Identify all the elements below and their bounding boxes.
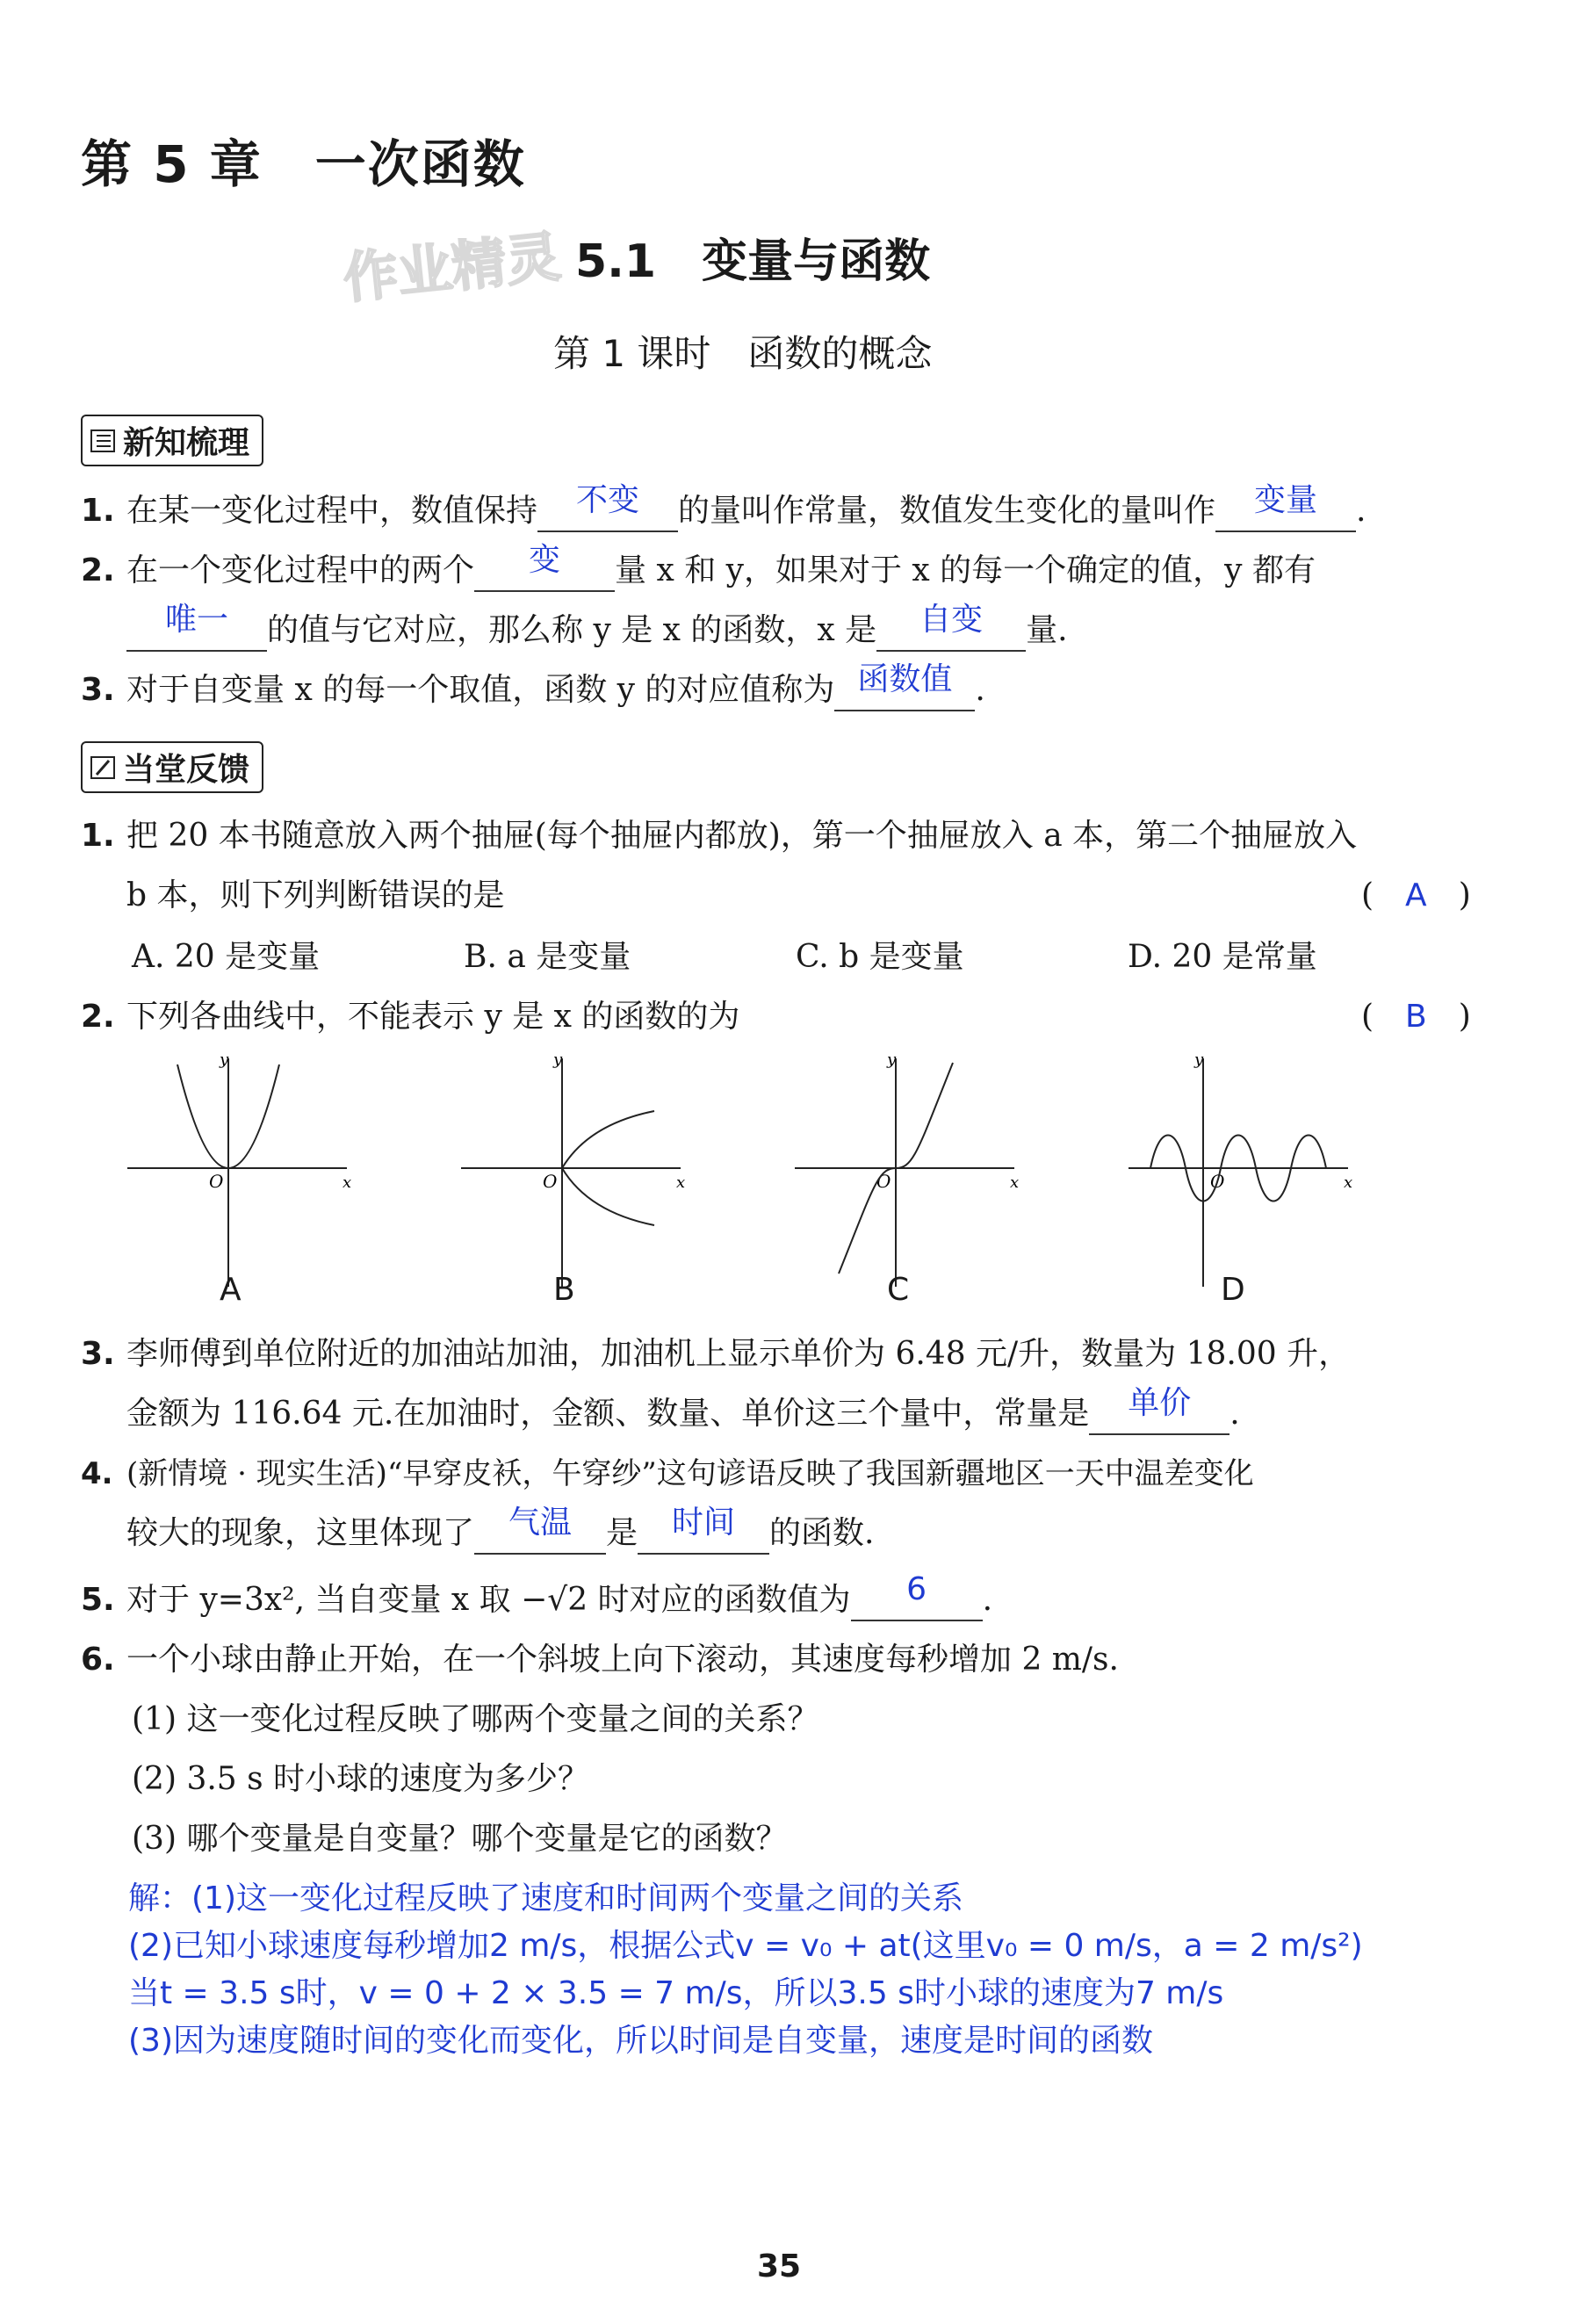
lesson-title: 第 1 课时 函数的概念 [553, 332, 933, 375]
blank: 唯一 [126, 611, 267, 652]
svg-text:x: x [343, 1173, 352, 1192]
graph-d-label: D [1221, 1272, 1245, 1308]
blank: 单价 [1089, 1395, 1229, 1435]
p1-q1: 1. 在某一变化过程中，数值保持 不变 的量叫作常量，数值发生变化的量叫作 变量 . [81, 490, 1366, 532]
graph-b-label: B [553, 1272, 575, 1308]
graph-c-label: C [887, 1272, 910, 1308]
blank: 函数值 [834, 671, 975, 711]
p2-q3: 3. 李师傅到单位附近的加油站加油，加油机上显示单价为 6.48 元/升，数量为 18.00 升， [81, 1336, 1351, 1372]
solution-line-1: 解：(1)这一变化过程反映了速度和时间两个变量之间的关系 [128, 1880, 963, 1916]
feedback-label: 当堂反馈 [123, 752, 250, 788]
p2-q5: 5. 对于 y=3x², 当自变量 x 取 −√2 时对应的函数值为 6 . [81, 1579, 992, 1621]
solution-line-3: 当t = 3.5 s时，v = 0 + 2 × 3.5 = 7 m/s，所以3.5 s时小球的速度为7 m/s [128, 1975, 1224, 2011]
svg-text:O: O [1210, 1171, 1225, 1192]
p2-q1-option-c: C. b 是变量 [796, 939, 964, 975]
blank: 气温 [474, 1514, 606, 1555]
p2-q6-sub1: (1) 这一变化过程反映了哪两个变量之间的关系？ [132, 1701, 819, 1737]
svg-text:O: O [209, 1171, 224, 1192]
blank: 自变 [876, 611, 1026, 652]
blank: 6 [851, 1581, 983, 1621]
svg-text:y: y [553, 1054, 563, 1069]
graph-a-label: A [220, 1272, 242, 1308]
section-title: 5.1 变量与函数 [575, 235, 931, 288]
p2-q6-sub3: (3) 哪个变量是自变量？哪个变量是它的函数？ [132, 1821, 788, 1857]
p2-q2-answer-bracket: ( B ) [1361, 999, 1471, 1035]
watermark: 作业精灵 [340, 224, 564, 311]
p2-q1-option-b: B. a 是变量 [464, 939, 631, 975]
blank: 不变 [537, 492, 678, 532]
svg-text:x: x [1010, 1173, 1020, 1192]
feedback-tag [81, 741, 263, 793]
blank: 时间 [638, 1514, 769, 1555]
page-number: 35 [757, 2248, 802, 2284]
blank: 变量 [1215, 492, 1356, 532]
svg-text:O: O [543, 1171, 558, 1192]
graph-c [790, 1054, 1054, 1317]
p1-q2: 2. 在一个变化过程中的两个 变 量 x 和 y，如果对于 x 的每一个确定的值，y 都有 [81, 550, 1316, 592]
graph-d [1124, 1054, 1388, 1317]
graph-a [123, 1054, 386, 1317]
p2-q1-cont: b 本，则下列判断错误的是 [126, 877, 505, 913]
blank: 变 [474, 552, 615, 592]
book-icon [90, 429, 116, 453]
p2-q1-option-d: D. 20 是常量 [1128, 939, 1317, 975]
p2-q4-cont: 较大的现象，这里体现了 气温 是 时间 的函数. [126, 1512, 874, 1555]
p2-q6-sub2: (2) 3.5 s 时小球的速度为多少？ [132, 1761, 590, 1797]
pencil-icon [90, 755, 116, 780]
p2-q6: 6. 一个小球由静止开始，在一个斜坡上向下滚动，其速度每秒增加 2 m/s. [81, 1642, 1119, 1678]
svg-text:y: y [1194, 1054, 1204, 1069]
p2-q1-option-a: A. 20 是变量 [132, 939, 321, 975]
svg-text:y: y [220, 1054, 229, 1069]
svg-text:x: x [1344, 1173, 1353, 1192]
p2-q4: 4. (新情境 · 现实生活)“早穿皮袄，午穿纱”这句谚语反映了我国新疆地区一天中温差变化 [81, 1456, 1254, 1491]
graph-b [457, 1054, 720, 1317]
chapter-title: 第 5 章 一次函数 [81, 134, 526, 194]
solution-line-4: (3)因为速度随时间的变化而变化，所以时间是自变量，速度是时间的函数 [128, 2023, 1153, 2059]
p2-q3-cont: 金额为 116.64 元.在加油时，金额、数量、单价这三个量中，常量是 单价 . [126, 1393, 1240, 1435]
new-knowledge-label: 新知梳理 [123, 425, 250, 461]
svg-text:x: x [676, 1173, 686, 1192]
new-knowledge-tag [81, 415, 263, 466]
p2-q1-answer-bracket: ( A ) [1361, 877, 1471, 913]
p1-q3: 3. 对于自变量 x 的每一个取值，函数 y 的对应值称为 函数值 . [81, 669, 985, 711]
p1-q2-cont: 唯一 的值与它对应，那么称 y 是 x 的函数，x 是 自变 量. [126, 610, 1068, 652]
svg-text:O: O [876, 1171, 891, 1192]
svg-text:y: y [887, 1054, 897, 1069]
p2-q2: 2. 下列各曲线中，不能表示 y 是 x 的函数的为 [81, 999, 740, 1035]
solution-line-2: (2)已知小球速度每秒增加2 m/s，根据公式v = v₀ + at(这里v₀ = 0 m/s，a = 2 m/s²) [128, 1928, 1363, 1964]
p2-q1: 1. 把 20 本书随意放入两个抽屉(每个抽屉内都放)，第一个抽屉放入 a 本，第二个抽屉放入 [81, 818, 1358, 854]
